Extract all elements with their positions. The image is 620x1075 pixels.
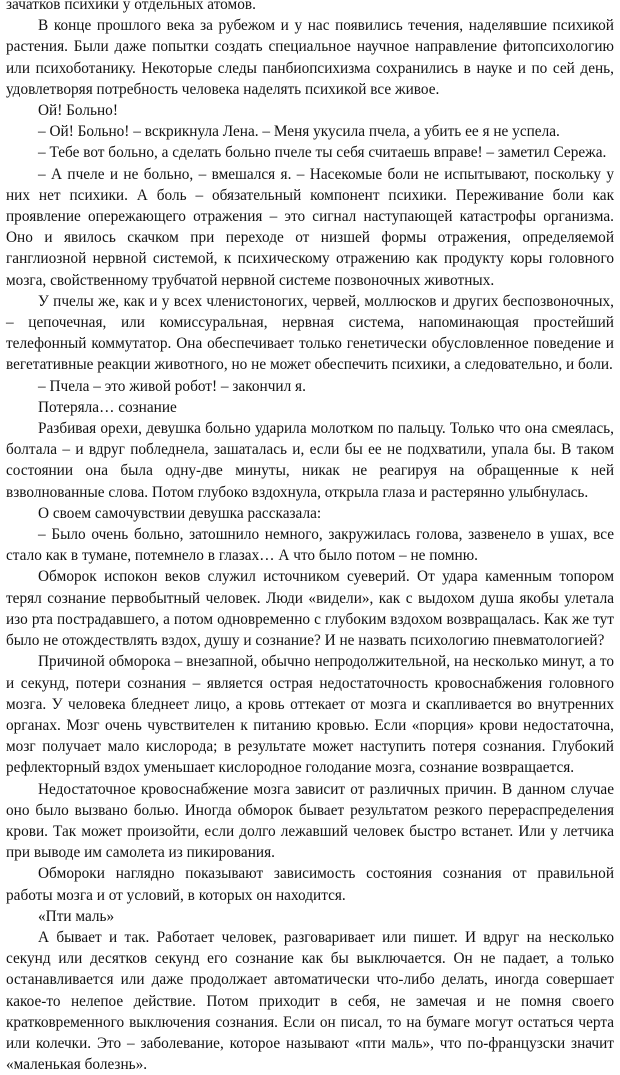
paragraph-girl-told: О своем самочувствии девушка рассказала:	[38, 504, 322, 522]
paragraph-pain-psyche: – А пчеле и не больно, – вмешался я. – Насекомые боли не испытывают, поскольку у них нет психики. А боль – обязательный компонент психики. Переживание боли как проявление опережающего отражения – это сигнал наступающей катастрофы организма. Оно и явилось скачком при переходе от низшей формы отражения, определяемой ганглиозной нервной системой, к психическому отражению как продукту коры головного мозга, свойственному трубчатой нервной системе позвоночных животных.	[6, 165, 614, 289]
section-heading-lost-consciousness: Потеряла… сознание	[38, 398, 177, 416]
paragraph-petit-mal: А бывает и так. Работает человек, разговаривает или пишет. И вдруг на несколько секунд или десятков секунд его сознание как бы выключается. Он не падает, а только останавливается или даже продолжает автоматически что-либо делать, иногда совершает какое-то нелепое действие. Потом приходит в себя, не замечая и не помня своего кратковременного выключения сознания. Если он писал, то на бумаге могут остаться черта или колечки. Это – заболевание, которое называют «пти маль», что по-французски значит «маленькая болезнь».	[6, 928, 614, 1074]
dialogue-girl: – Было очень больно, затошнило немного, закружилась голова, зазвенело в ушах, все стало как в тумане, потемнело в глазах… А что было потом – не помню.	[6, 526, 614, 565]
section-heading-petit-mal: «Пти маль»	[38, 907, 115, 925]
dialogue-seryozha: – Тебе вот больно, а сделать больно пчеле ты себя считаешь вправе! – заметил Сережа.	[38, 144, 607, 162]
paragraph-fainting-superstition: Обморок испокон веков служил источником суеверий. От удара каменным топором терял сознание первобытный человек. Люди «видели», как с выдохом душа якобы улетала изо рта пострадавшего, а потом одновременно с глубоким вздохом возвращалась. Как же тут было не отождествлять вздох, душу и сознание? И не назвать психологию пневматологией?	[6, 568, 614, 650]
paragraph-fainting-cause: Причиной обморока – внезапной, обычно непродолжительной, на несколько минут, а то и секунд, потери сознания – является острая недостаточность кровоснабжения головного мозга. У человека бледнеет лицо, а кровь оттекает от мозга и скапливается во внутренних органах. Мозг очень чувствителен к питанию кровью. Если «порция» крови недостаточна, мозг получает мало кислорода; в результате может наступить потеря сознания. Глубокий рефлекторный вздох уменьшает кислородное голодание мозга, сознание возвращается.	[6, 653, 614, 777]
paragraph-continuation: зачатков психики у отдельных атомов.	[6, 0, 256, 13]
paragraph-girl-nuts: Разбивая орехи, девушка больно ударила молотком по пальцу. Только что она смеялась, болтала – и вдруг побледнела, зашаталась и, если бы ее не подхватили, упала бы. В таком состоянии она была одну-две минуты, никак не реагируя на обращенные к ней взволнованные слова. Потом глубоко вздохнула, открыла глаза и растерянно улыбнулась.	[6, 420, 614, 501]
paragraph-bee-nervous-system: У пчелы же, как и у всех членистоногих, червей, моллюсков и других беспозвоночных, – цепочечная, или комиссуральная, нервная система, напоминающая простейший телефонный коммутатор. Она обеспечивает только генетически обусловленное поведение и вегетативные реакции животного, но не может обеспечить психики, а следовательно, и боли.	[6, 292, 614, 374]
paragraph-blood-supply: Недостаточное кровоснабжение мозга зависит от различных причин. В данном случае оно было вызвано болью. Иногда обморок бывает результатом резкого перераспределения крови. Так может произойти, если долго лежавший человек быстро встанет. Или у летчика при выводе им самолета из пикирования.	[6, 780, 614, 862]
section-heading-oi-bolno: Ой! Больно!	[38, 102, 118, 120]
dialogue-robot: – Пчела – это живой робот! – закончил я.	[38, 377, 306, 395]
paragraph-fainting-dependence: Обмороки наглядно показывают зависимость состояния сознания от правильной работы мозга и от условий, в которых он находится.	[6, 865, 614, 904]
dialogue-lena: – Ой! Больно! – вскрикнула Лена. – Меня укусила пчела, а убить ее я не успела.	[38, 123, 560, 141]
paragraph-panbiopsychism: В конце прошлого века за рубежом и у нас появились течения, наделявшие психикой растения. Были даже попытки создать специальное научное направление фитопсихологию или психоботанику. Некоторые следы панбиопсихизма сохранились в науке и по сей день, удовлетворяя потребность человека наделять психикой все живое.	[6, 17, 614, 98]
